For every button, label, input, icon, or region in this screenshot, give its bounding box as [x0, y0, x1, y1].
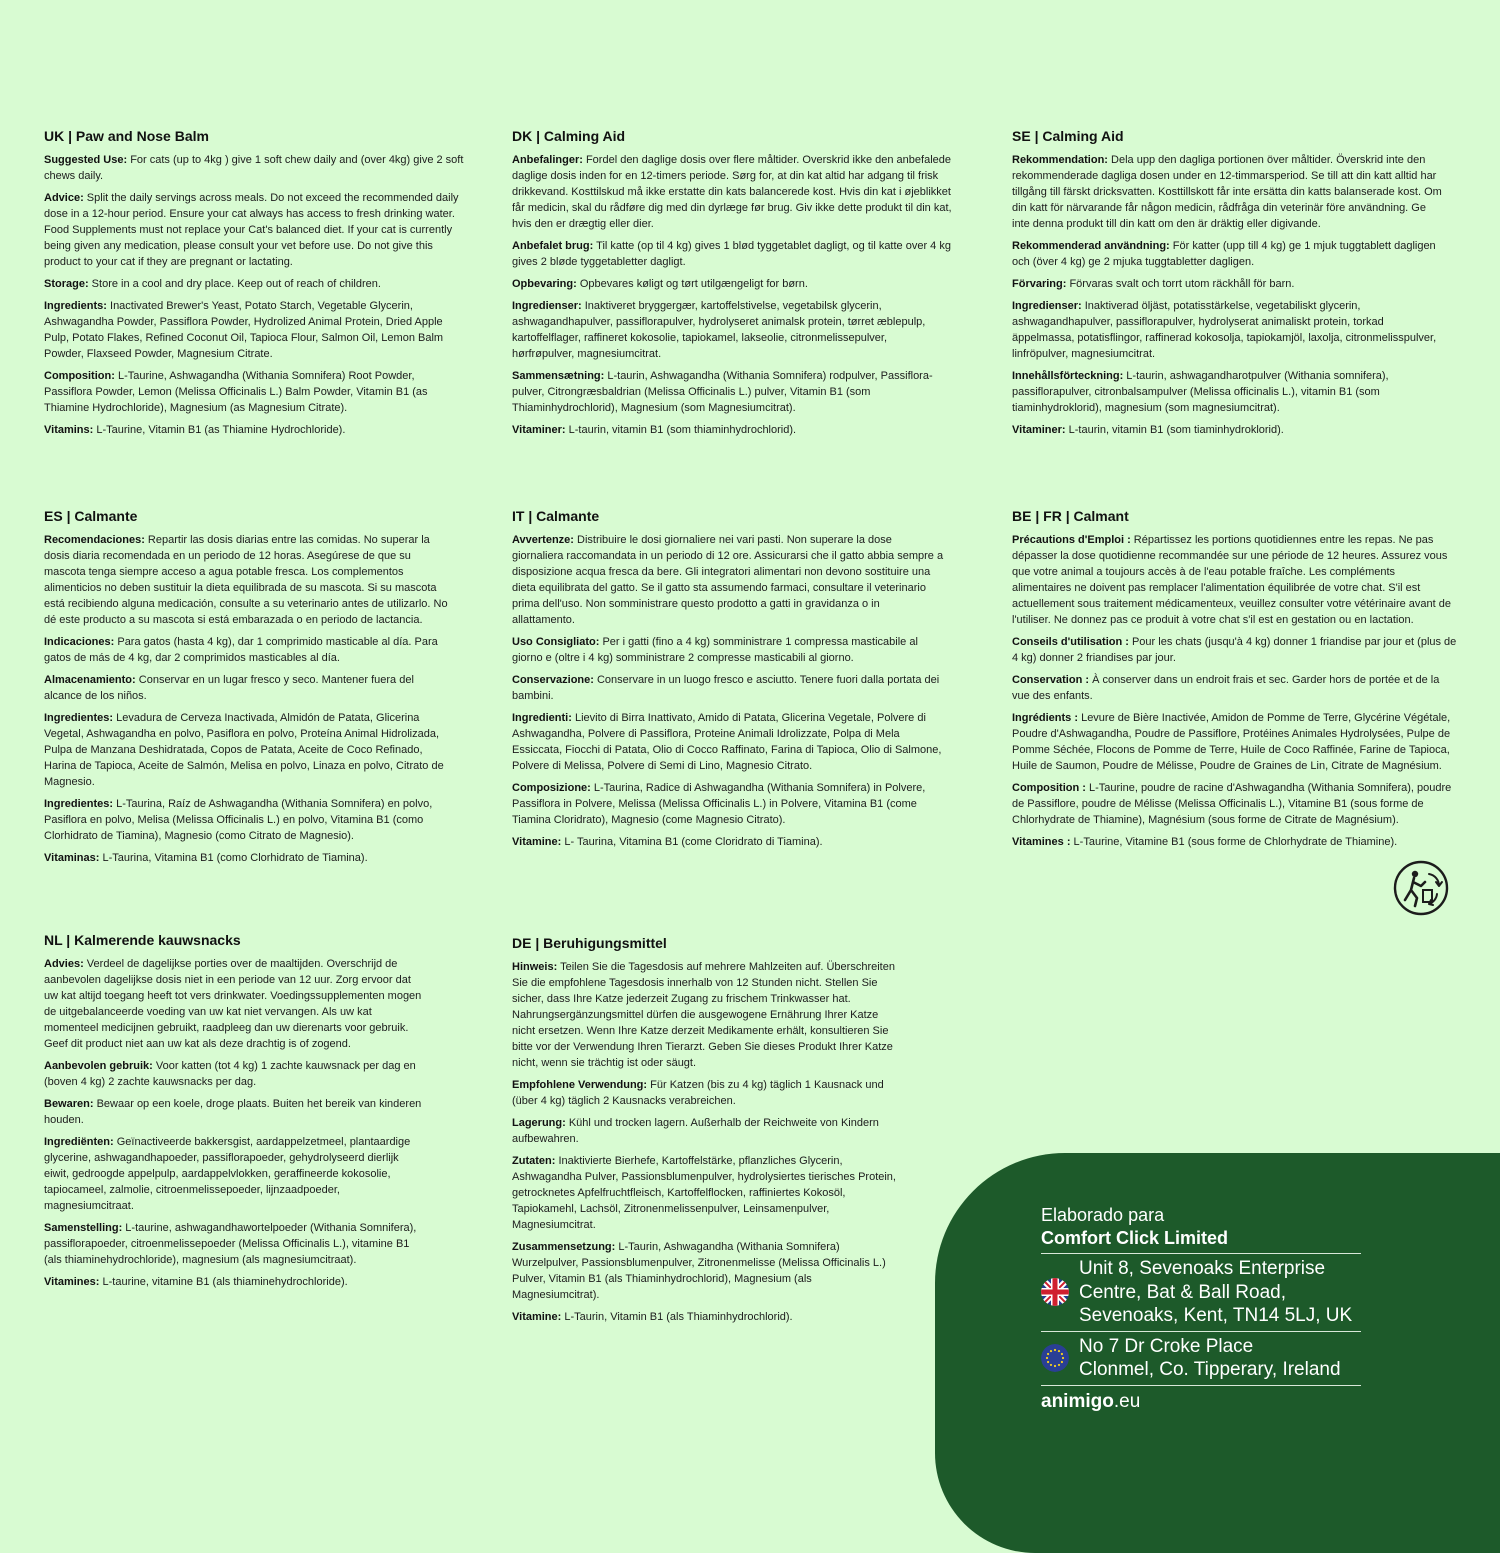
label-paragraph [512, 152, 952, 232]
tidyman-recycle-icon [1393, 860, 1449, 916]
paragraph-text: Répartissez les portions quotidiennes entre les repas. Ne pas dépasser la dose quotidienne recommandée sur une période de 12 heures. Assurez vous que votre animal a toujours accès à de l'eau potable fraîche. Les compléments alimentaires ne doivent pas remplacer l'alimentation équilibrée de votre chat. S'il est actuellement sous traitement médicamenteux, veuillez consulter votre vétérinaire avant de l'utiliser. Ne donnez pas ce produit à votre chat s'il est en gestation ou en lactation. [1012, 533, 1452, 626]
paragraph-text: L-taurin, vitamin B1 (som tiaminhydroklorid). [1065, 423, 1284, 436]
paragraph-label: Rekommendation: [1012, 153, 1108, 166]
made-for-label: Elaborado para [1041, 1205, 1165, 1225]
paragraph-label: Storage: [44, 277, 89, 290]
label-paragraph [1012, 298, 1442, 362]
paragraph-text: L-Taurine, Ashwagandha (Withania Somnifera) Root Powder, Passiflora Powder, Lemon (Melissa Officinalis L.) Balm Powder, Vitamin B1 (as Thiamine Hydrochloride), Magnesium (as Magnesium Citrate). [44, 369, 428, 414]
paragraph-text: Voor katten (tot 4 kg) 1 zachte kauwsnack per dag en (boven 4 kg) 2 zachte kauwsnacks per dag. [44, 1059, 416, 1088]
paragraph-text: L-Taurina, Raíz de Ashwagandha (Withania Somnifera) en polvo, Pasiflora en polvo, Melisa (Melissa Officinalis L.) en polvo, Vitamina B1 (como Clorhidrato de Tiamina), Magnesio (como Citrato de Magnesio). [44, 797, 433, 842]
eu-star [1058, 1350, 1060, 1352]
address-line: Centre, Bat & Ball Road, [1079, 1281, 1286, 1303]
divider [1041, 1253, 1361, 1254]
eu-address [1079, 1335, 1341, 1382]
label-paragraph [512, 1153, 902, 1233]
section-title: DE | Beruhigungsmittel [512, 935, 667, 951]
paragraph-label: Anbefalinger: [512, 153, 583, 166]
paragraph-label: Vitamins: [44, 423, 94, 436]
label-paragraph [44, 1096, 422, 1128]
website-link[interactable] [1041, 1389, 1361, 1415]
label-paragraph [512, 298, 952, 362]
label-paragraph [512, 634, 944, 666]
paragraph-label: Zutaten: [512, 1154, 556, 1167]
label-paragraph [512, 1115, 902, 1147]
paragraph-label: Précautions d'Emploi : [1012, 533, 1131, 546]
label-paragraph [512, 780, 944, 828]
paragraph-label: Vitamines : [1012, 835, 1071, 848]
company-name: Comfort Click Limited [1041, 1228, 1229, 1248]
eu-star [1047, 1361, 1049, 1363]
section-de [512, 935, 902, 1331]
label-paragraph [44, 1058, 422, 1090]
divider [1041, 1331, 1361, 1332]
paragraph-text: For cats (up to 4kg ) give 1 soft chew daily and (over 4kg) give 2 soft chews daily. [44, 153, 464, 182]
address-line: Unit 8, Sevenoaks Enterprise [1079, 1258, 1326, 1279]
paragraph-text: À conserver dans un endroit frais et sec. Garder hors de portée et de la vue des enfants. [1012, 673, 1440, 702]
section-it [512, 508, 944, 856]
label-paragraph [512, 422, 952, 438]
label-paragraph [1012, 834, 1457, 850]
paragraph-label: Advice: [44, 191, 84, 204]
paragraph-label: Lagerung: [512, 1116, 566, 1129]
section-items [44, 532, 449, 866]
section-title: IT | Calmante [512, 508, 600, 524]
section-items [44, 956, 422, 1290]
paragraph-text: Fordel den daglige dosis over flere måltider. Overskrid ikke den anbefalede daglige dosis inden for en 12-timers periode. Sørg for, at din kat altid har adgang til frisk drikkevand. Kosttilskud må ikke erstatte din kats balancerede kost. Hvis din kat i øjeblikket får medicin, skal du rådføre dig med din dyrlæge før brug. Giv ikke dette produkt til din kat, hvis den er drægtig eller dier. [512, 153, 952, 230]
divider [1041, 1385, 1361, 1386]
paragraph-text: Til katte (op til 4 kg) gives 1 blød tyggetablet dagligt, og til katte over 4 kg gives 2 bløde tyggetabletter dagligt. [512, 239, 951, 268]
label-paragraph [1012, 710, 1457, 774]
label-paragraph [44, 532, 449, 628]
paragraph-text: L-Taurina, Vitamina B1 (como Clorhidrato de Tiamina). [99, 851, 368, 864]
paragraph-label: Composizione: [512, 781, 591, 794]
paragraph-label: Empfohlene Verwendung: [512, 1078, 648, 1091]
section-title: SE | Calming Aid [1012, 128, 1124, 144]
paragraph-text: Levure de Bière Inactivée, Amidon de Pomme de Terre, Glycérine Végétale, Poudre d'Ashwagandha, Poudre de Passiflore, Protéines Animales Hydrolysées, Pulpe de Pomme Séchée, Flocons de Pomme de Terre, Huile de Coco Raffinée, Farine de Tapioca, Huile de Saumon, Poudre de Mélisse, Poudre de Graines de Lin, Citrate de Magnésium. [1012, 711, 1451, 772]
domain-name: animigo [1041, 1390, 1114, 1412]
section-title: BE | FR | Calmant [1012, 508, 1129, 524]
paragraph-label: Bewaren: [44, 1097, 94, 1110]
paragraph-label: Conservazione: [512, 673, 594, 686]
uk-address [1079, 1257, 1352, 1328]
paragraph-label: Uso Consigliato: [512, 635, 600, 648]
address-line: Clonmel, Co. Tipperary, Ireland [1079, 1359, 1341, 1380]
paragraph-label: Ingredienser: [512, 299, 582, 312]
eu-star [1058, 1364, 1060, 1366]
label-paragraph [44, 1220, 422, 1268]
paragraph-label: Hinweis: [512, 960, 558, 973]
paragraph-text: L-Taurin, Ashwagandha (Withania Somnifera) Wurzelpulver, Passionsblumenpulver, Zitronenmelisse (Melissa Officinalis L.) Pulver, Vitamin B1 (als Thiaminhydrochlorid), Magnesium (als Magnesiumcitrat). [512, 1240, 886, 1301]
eu-star [1054, 1365, 1056, 1367]
paragraph-text: Repartir las dosis diarias entre las comidas. No superar la dosis diaria recomendada en un periodo de 12 horas. Asegúrese de que su mascota tenga siempre acceso a agua potable fresca. Los complementos alimenticios no deben sustituir la dieta equilibrada de su mascota. Si su mascota está recibiendo alguna medicación, consulte a su veterinario antes de utilizarlo. No dé este producto a su mascota si está embarazada o en periodo de lactancia. [44, 533, 448, 626]
paragraph-text: L-taurin, ashwagandharotpulver (Withania somnifera), passifloraрulver, citronbalsampulver (Melissa officinalis L.), vitamin B1 (som tiaminhydroklorid), magnesium (som magnesiumcitrat). [1012, 369, 1389, 414]
paragraph-text: L-Taurina, Radice di Ashwagandha (Withania Somnifera) in Polvere, Passiflora in Polvere, Melissa (Melissa Officinalis L.) in Polvere, Vitamina B1 (come Tiamina Cloridrato), Magnesio (come Magnesio Citrato). [512, 781, 926, 826]
section-items [1012, 152, 1442, 438]
paragraph-text: För katter (upp till 4 kg) ge 1 mjuk tuggtablett dagligen och (över 4 kg) ge 2 mjuka tuggtabletter dagligen. [1012, 239, 1436, 268]
paragraph-label: Vitaminas: [44, 851, 100, 864]
paragraph-label: Vitamines: [44, 1275, 100, 1288]
label-paragraph [44, 422, 464, 438]
paragraph-text: L-taurine, vitamine B1 (als thiaminehydrochloride). [99, 1275, 348, 1288]
paragraph-label: Composition: [44, 369, 115, 382]
label-paragraph [44, 634, 449, 666]
label-paragraph [44, 298, 464, 362]
paragraph-label: Recomendaciones: [44, 533, 145, 546]
paragraph-text: Lievito di Birra Inattivato, Amido di Patata, Glicerina Vegetale, Polvere di Ashwagandha, Polvere di Passiflora, Proteine Animali Idrolizzate, Polpa di Mela Essiccata, Fiocchi di Patata, Olio di Cocco Raffinato, Farina di Tapioca, Olio di Salmone, Polvere di Melissa, Polvere di Semi di Lino, Magnesio Citrato. [512, 711, 942, 772]
paragraph-text: L-taurin, Ashwagandha (Withania Somnifera) rodpulver, Passiflora-pulver, Citrongræsbaldrian (Melissa Officinalis L.) pulver, Vitamin B1 (som Thiaminhydrochlorid), Magnesium (som Magnesiumcitrat). [512, 369, 933, 414]
paragraph-label: Indicaciones: [44, 635, 115, 648]
label-paragraph [512, 672, 944, 704]
section-title: DK | Calming Aid [512, 128, 626, 144]
paragraph-text: Für Katzen (bis zu 4 kg) täglich 1 Kausnack und (über 4 kg) täglich 2 Kausnacks verabreichen. [512, 1078, 884, 1107]
label-paragraph [512, 834, 944, 850]
uk-address-row [1041, 1257, 1361, 1328]
paragraph-text: Conservar en un lugar fresco y seco. Mantener fuera del alcance de los niños. [44, 673, 414, 702]
paragraph-label: Innehållsförteckning: [1012, 369, 1124, 382]
section-uk [44, 128, 464, 444]
label-paragraph [1012, 238, 1442, 270]
paragraph-label: Advies: [44, 957, 84, 970]
paragraph-label: Ingredienti: [512, 711, 572, 724]
paragraph-text: Distribuire le dosi giornaliere nei vari pasti. Non superare la dose giornaliera raccomandata in un periodo di 12 ore. Assicurarsi che il gatto abbia sempre a disposizione acqua fresca da bere. Gli integratori alimentari non devono sostituire una dieta equilibrata del gatto. Se il gatto sta assumendo farmaci, consultare il veterinario prima dell'uso. Non somministrare questo prodotto a gatti in gravidanza o in allattamento. [512, 533, 944, 626]
label-paragraph [512, 710, 944, 774]
label-paragraph [44, 368, 464, 416]
label-paragraph [512, 1077, 902, 1109]
paragraph-text: L- Taurina, Vitamina B1 (come Cloridrato di Tiamina). [561, 835, 823, 848]
paragraph-text: L-taurin, vitamin B1 (som thiaminhydrochlorid). [565, 423, 797, 436]
paragraph-label: Vitaminer: [1012, 423, 1066, 436]
eu-star [1046, 1357, 1048, 1359]
paragraph-label: Composition : [1012, 781, 1086, 794]
section-items [512, 959, 902, 1325]
section-title: UK | Paw and Nose Balm [44, 128, 209, 144]
section-title: ES | Calmante [44, 508, 138, 524]
eu-star [1050, 1364, 1052, 1366]
paragraph-text: L-taurine, ashwagandhawortelpoeder (Withania Somnifera), passiflorapoeder, citroenmelissepoeder (Melissa Officinalis L.), vitamine B1 (als thiaminehydrochloride), magnesium (als magnesiumcitraat). [44, 1221, 417, 1266]
paragraph-label: Ingredients: [44, 299, 107, 312]
section-fr [1012, 508, 1457, 856]
label-paragraph [44, 1274, 422, 1290]
label-paragraph [512, 1309, 902, 1325]
paragraph-label: Sammensætning: [512, 369, 605, 382]
paragraph-text: Dela upp den dagliga portionen över måltider. Överskrid inte den rekommenderade dagliga dosen under en 12-timmarsperiod. Se till att din katt alltid har tillgång till färskt dricksvatten. Kosttillskott får inte ersätta din katts balanserade kost. Om din katt för närvarande får någon medicin, rådfråga din veterinär före användning. Ge inte denna produkt till din katt om den är dräktig eller digivande. [1012, 153, 1442, 230]
paragraph-label: Ingredienser: [1012, 299, 1082, 312]
label-paragraph [512, 368, 952, 416]
paragraph-label: Förvaring: [1012, 277, 1067, 290]
paragraph-text: Store in a cool and dry place. Keep out of reach of children. [88, 277, 381, 290]
label-paragraph [512, 238, 952, 270]
paragraph-label: Ingrédients : [1012, 711, 1079, 724]
paragraph-text: Per i gatti (fino a 4 kg) somministrare 1 compressa masticabile al giorno e (oltre i 4 kg) somministrare 2 compresse masticabili al giorno. [512, 635, 918, 664]
paragraph-label: Zusammensetzung: [512, 1240, 616, 1253]
label-paragraph [44, 152, 464, 184]
eu-star [1061, 1361, 1063, 1363]
eu-star [1054, 1349, 1056, 1351]
paragraph-label: Samenstelling: [44, 1221, 123, 1234]
domain-tld: .eu [1113, 1390, 1141, 1412]
uk-flag-icon [1041, 1278, 1069, 1306]
section-es [44, 508, 449, 872]
label-paragraph [512, 959, 902, 1071]
paragraph-text: Inaktiveret bryggergær, kartoffelstivelse, vegetabilsk glycerin, ashwagandhapulver, passiflorapulver, hydrolyseret animalsk protein, tørret æblepulp, kartoffelflager, raffineret kokosolie, tapiokamel, lakseolie, citronmelissepulver, hørfrøpulver, magnesiumcitrat. [512, 299, 926, 360]
paragraph-text: Split the daily servings across meals. Do not exceed the recommended daily dose in a 12-hour period. Ensure your cat always has access to fresh drinking water. Food Supplements must not replace your Cat's balanced diet. If your cat is currently being given any medication, please consult your vet before use. Do not give this product to your cat if they are pregnant or lactating. [44, 191, 459, 268]
paragraph-label: Ingredientes: [44, 711, 114, 724]
paragraph-text: Kühl und trocken lagern. Außerhalb der Reichweite von Kindern aufbewahren. [512, 1116, 879, 1145]
label-paragraph [512, 532, 944, 628]
paragraph-label: Suggested Use: [44, 153, 128, 166]
label-paragraph [1012, 422, 1442, 438]
section-dk [512, 128, 952, 444]
label-paragraph [512, 1239, 902, 1303]
label-paragraph [44, 672, 449, 704]
label-paragraph [44, 190, 464, 270]
paragraph-text: Inactivated Brewer's Yeast, Potato Starch, Vegetable Glycerin, Ashwagandha Powder, Passiflora Powder, Hydrolized Animal Protein, Dried Apple Pulp, Potato Flakes, Refined Coconut Oil, Tapioca Flour, Salmon Oil, Lemon Balm Powder, Flaxseed Powder, Magnesium Citrate. [44, 299, 444, 360]
paragraph-text: Pour les chats (jusqu'à 4 kg) donner 1 friandise par jour et (plus de 4 kg) donner 2 friandises par jour. [1012, 635, 1457, 664]
eu-star [1061, 1353, 1063, 1355]
section-items [512, 152, 952, 438]
paragraph-text: Opbevares køligt og tørt utilgængeligt for børn. [576, 277, 808, 290]
eu-star [1050, 1350, 1052, 1352]
paragraph-label: Almacenamiento: [44, 673, 136, 686]
label-paragraph [44, 850, 449, 866]
paragraph-label: Conseils d'utilisation : [1012, 635, 1129, 648]
paragraph-label: Vitaminer: [512, 423, 566, 436]
paragraph-text: L-Taurine, poudre de racine d'Ashwagandha (Withania Somnifera), poudre de Passiflore, poudre de Mélisse (Melissa Officinalis L.), Vitamine B1 (sous forme de Chlorhydrate de Thiamine), Magnésium (sous forme de Citrate de Magnésium). [1012, 781, 1452, 826]
section-nl [44, 932, 422, 1296]
label-paragraph [1012, 532, 1457, 628]
label-paragraph [1012, 152, 1442, 232]
paragraph-text: Verdeel de dagelijkse porties over de maaltijden. Overschrijd de aanbevolen dagelijkse dosis niet in een periode van 12 uur. Zorg ervoor dat uw kat altijd toegang heeft tot vers drinkwater. Voedingssupplementen mogen de uitgebalanceerde voeding van uw kat niet vervangen. Als uw kat momenteel medicijnen gebruikt, raadpleeg dan uw dierenarts voor gebruik. Geef dit product niet aan uw kat als deze drachtig is of zogend. [44, 957, 422, 1050]
paragraph-text: Para gatos (hasta 4 kg), dar 1 comprimido masticable al día. Para gatos de más de 4 kg, dar 2 comprimidos masticables al día. [44, 635, 438, 664]
address-line: Sevenoaks, Kent, TN14 5LJ, UK [1079, 1305, 1353, 1326]
section-items [512, 532, 944, 850]
eu-address-row [1041, 1335, 1361, 1382]
paragraph-text: Geïnactiveerde bakkersgist, aardappelzetmeel, plantaardige glycerine, ashwagandhapoeder, passiflorapoeder, gehydrolyseerd dierlijk eiwit, gedroogde appelpulp, aardappelvlokken, geraffineerde kokosolie, tapiocameel, zalmolie, citroenmelissepoeder, lijnzaadpoeder, magnesiumcitraat. [44, 1135, 411, 1212]
label-paragraph [1012, 672, 1457, 704]
eu-flag-icon [1041, 1344, 1069, 1372]
paragraph-text: Inaktivierte Bierhefe, Kartoffelstärke, pflanzliches Glycerin, Ashwagandha Pulver, Passionsblumenpulver, hydrolysiertes tierisches Protein, getrocknetes Apfelfruchtfleisch, Kartoffelflocken, raffiniertes Kokosöl, Tapiokamehl, Lachsöl, Zitronenmelissenpulver, Leinsamenpulver, Magnesiumcitrat. [512, 1154, 896, 1231]
label-paragraph [44, 1134, 422, 1214]
paragraph-label: Opbevaring: [512, 277, 577, 290]
paragraph-text: L-Taurin, Vitamin B1 (als Thiaminhydrochlorid). [561, 1310, 793, 1323]
label-paragraph [1012, 276, 1442, 292]
paragraph-label: Avvertenze: [512, 533, 574, 546]
paragraph-text: Levadura de Cerveza Inactivada, Almidón de Patata, Glicerina Vegetal, Ashwagandha en polvo, Pasiflora en polvo, Proteína Animal Hidrolizada, Pulpa de Manzana Deshidratada, Copos de Patata, Aceite de Coco Refinado, Harina de Tapioca, Aceite de Salmón, Melisa en polvo, Linaza en polvo, Citrato de Magnesio. [44, 711, 444, 788]
label-paragraph [44, 796, 449, 844]
paragraph-label: Ingrediënten: [44, 1135, 114, 1148]
section-items [1012, 532, 1457, 850]
paragraph-label: Ingredientes: [44, 797, 114, 810]
label-paragraph [1012, 634, 1457, 666]
paragraph-text: Teilen Sie die Tagesdosis auf mehrere Mahlzeiten auf. Überschreiten Sie die empfohlene Tagesdosis innerhalb von 12 Stunden nicht. Stellen Sie sicher, dass Ihre Katze jederzeit Zugang zu frischem Trinkwasser hat. Nahrungsergänzungsmittel dürfen die ausgewogene Ernährung Ihrer Katze nicht ersetzen. Wenn Ihre Katze derzeit Medikamente erhält, konsultieren Sie bitte vor der Verwendung Ihren Tierarzt. Geben Sie dieses Produkt Ihrer Katze nicht, wenn sie trächtig ist oder säugt. [512, 960, 895, 1069]
section-title: NL | Kalmerende kauwsnacks [44, 932, 241, 948]
label-paragraph [512, 276, 952, 292]
eu-star [1062, 1357, 1064, 1359]
paragraph-text: Bewaar op een koele, droge plaats. Buiten het bereik van kinderen houden. [44, 1097, 422, 1126]
address-line: No 7 Dr Croke Place [1079, 1335, 1254, 1357]
label-paragraph [44, 710, 449, 790]
paragraph-text: L-Taurine, Vitamin B1 (as Thiamine Hydrochloride). [93, 423, 346, 436]
paragraph-label: Vitamine: [512, 1310, 562, 1323]
paragraph-text: Inaktiverad ölјäst, potatisstärkelse, vegetabiliskt glycerin, ashwagandhapulver, passiflorapulver, hydrolyserat animaliskt protein, torkad äppelmassa, potatisflingor, raffinerad kokosolja, tapiokamjöl, laxolja, citronmelisspulver, linfröpulver, magnesiumcitrat. [1012, 299, 1437, 360]
eu-star [1047, 1353, 1049, 1355]
section-se [1012, 128, 1442, 444]
footer-info [1041, 1204, 1361, 1415]
label-paragraph [44, 276, 464, 292]
section-items [44, 152, 464, 438]
paragraph-label: Rekommenderad användning: [1012, 239, 1170, 252]
paragraph-text: Conservare in un luogo fresco e asciutto. Tenere fuori dalla portata dei bambini. [512, 673, 940, 702]
paragraph-label: Conservation : [1012, 673, 1090, 686]
paragraph-text: L-Taurine, Vitamine B1 (sous forme de Chlorhydrate de Thiamine). [1070, 835, 1398, 848]
paragraph-label: Anbefalet brug: [512, 239, 594, 252]
paragraph-text: Förvaras svalt och torrt utom räckhåll för barn. [1066, 277, 1295, 290]
paragraph-label: Vitamine: [512, 835, 562, 848]
label-paragraph [44, 956, 422, 1052]
label-paragraph [1012, 780, 1457, 828]
label-paragraph [1012, 368, 1442, 416]
paragraph-label: Aanbevolen gebruik: [44, 1059, 153, 1072]
